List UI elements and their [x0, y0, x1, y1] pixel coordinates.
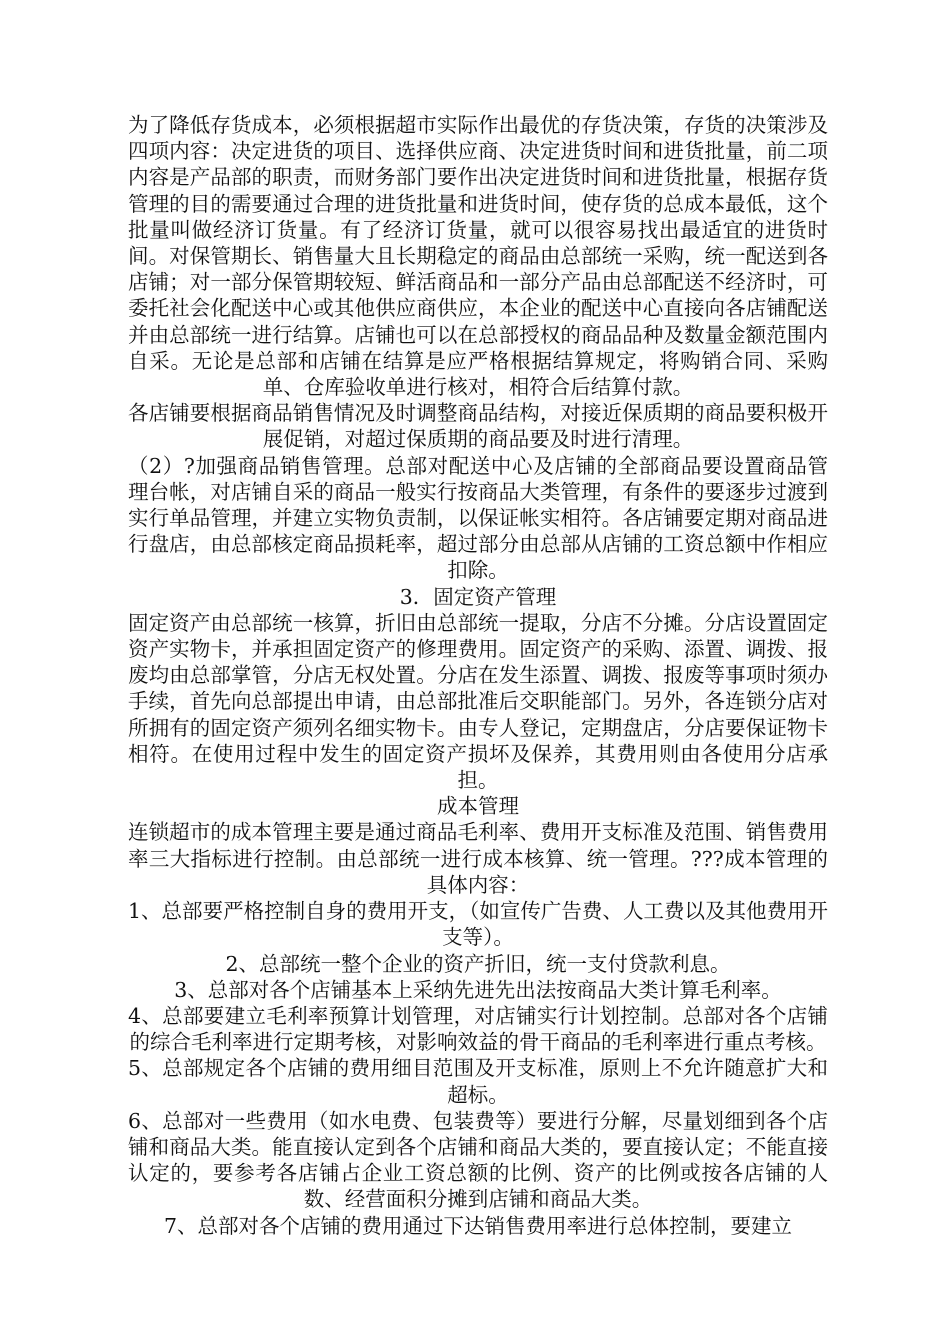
- list-item-6: 6、总部对一些费用（如水电费、包装费等）要进行分解，尽量划细到各个店铺和商品大类。能直接认定到各个店铺和商品大类的，要直接认定；不能直接认定的，要参考各店铺占企业工资总额的比例、资产的比例或按各店铺的人数、经营面积分摊到店铺和商品大类。: [128, 1108, 828, 1212]
- heading-cost-management: 成本管理: [437, 794, 519, 819]
- list-item-1: 1、总部要严格控制自身的费用开支，（如宣传广告费、人工费以及其他费用开支等）。: [128, 899, 828, 950]
- list-item-2: 2、总部统一整个企业的资产折旧，统一支付贷款利息。: [225, 951, 731, 976]
- paragraph-fixed-assets: 固定资产由总部统一核算，折旧由总部统一提取，分店不分摊。分店设置固定资产实物卡，并承担固定资产的修理费用。固定资产的采购、添置、调拨、报废均由总部掌管，分店无权处置。分店在发生添置、调拨、报废等事项时须办手续，首先向总部提出申请，由总部批准后交职能部门。另外，各连锁分店对所拥有的固定资产须列名细实物卡。由专人登记，定期盘店，分店要保证物卡相符。在使用过程中发生的固定资产损坏及保养，其费用则由各使用分店承担。: [128, 610, 828, 793]
- list-item-3: 3、总部对各个店铺基本上采纳先进先出法按商品大类计算毛利率。: [174, 977, 782, 1002]
- list-item-4: 4、总部要建立毛利率预算计划管理，对店铺实行计划控制。总部对各个店铺的综合毛利率进行定期考核，对影响效益的骨干商品的毛利率进行重点考核。: [128, 1003, 828, 1055]
- paragraph-cost-overview: 连锁超市的成本管理主要是通过商品毛利率、费用开支标准及范围、销售费用率三大指标进行控制。由总部统一进行成本核算、统一管理。???成本管理的具体内容：: [128, 820, 828, 897]
- paragraph-product-structure: 各店铺要根据商品销售情况及时调整商品结构，对接近保质期的商品要积极开展促销，对超过保质期的商品要及时进行清理。: [128, 401, 828, 452]
- list-item-7: 7、总部对各个店铺的费用通过下达销售费用率进行总体控制，要建立: [163, 1213, 793, 1238]
- heading-fixed-assets: 3．固定资产管理: [399, 584, 557, 609]
- document-page: [128, 112, 828, 1239]
- list-item-5: 5、总部规定各个店铺的费用细目范围及开支标准，原则上不允许随意扩大和超标。: [128, 1056, 828, 1107]
- paragraph-inventory-decision: 为了降低存货成本，必须根据超市实际作出最优的存货决策，存货的决策涉及四项内容：决定进货的项目、选择供应商、决定进货时间和进货批量，前二项内容是产品部的职责，而财务部门要作出决定进货时间和进货批量，根据存货管理的目的需要通过合理的进货批量和进货时间，使存货的总成本最低，这个批量叫做经济订货量。有了经济订货量，就可以很容易找出最适宜的进货时间。对保管期长、销售量大且长期稳定的商品由总部统一采购，统一配送到各店铺；对一部分保管期较短、鲜活商品和一部分产品由总部配送不经济时，可委托社会化配送中心或其他供应商供应，本企业的配送中心直接向各店铺配送并由总部统一进行结算。店铺也可以在总部授权的商品品种及数量金额范围内自采。无论是总部和店铺在结算是应严格根据结算规定，将购销合同、采购单、仓库验收单进行核对，相符合后结算付款。: [128, 113, 828, 400]
- paragraph-sales-management: （2）?加强商品销售管理。总部对配送中心及店铺的全部商品要设置商品管理台帐，对店铺自采的商品一般实行按商品大类管理，有条件的要逐步过渡到实行单品管理，并建立实物负责制，以保证帐实相符。各店铺要定期对商品进行盘店，由总部核定商品损耗率，超过部分由总部从店铺的工资总额中作相应扣除。: [128, 453, 828, 583]
